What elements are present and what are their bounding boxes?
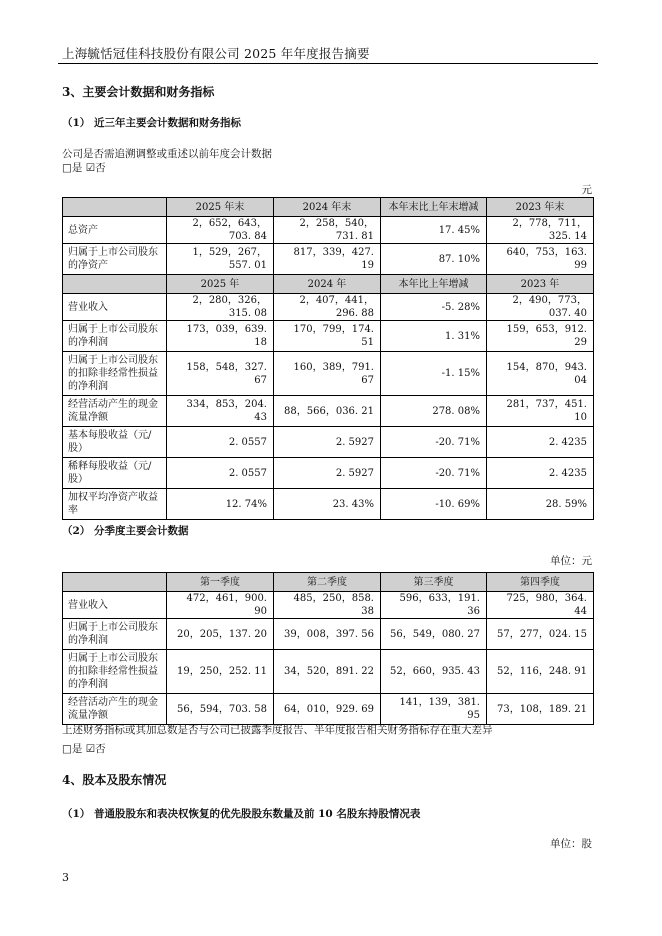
value-cell: 278. 08%: [381, 396, 487, 427]
value-cell: 281，737，451. 10: [487, 396, 594, 427]
header-cell: 第四季度: [487, 573, 594, 592]
row-label: 总资产: [63, 217, 167, 244]
value-cell: 596，633，191. 36: [381, 592, 487, 619]
value-cell: 158，548，327. 67: [167, 352, 274, 396]
table-row: [63, 396, 594, 427]
value-cell: 2，652，643，703. 84: [167, 217, 274, 244]
value-cell: 173，039，639. 18: [167, 321, 274, 352]
value-cell: 39，008，397. 56: [274, 619, 381, 650]
row-label: 归属于上市公司股东的扣除非经常性损益的净利润: [63, 650, 167, 694]
row-label: 加权平均净资产收益率: [63, 489, 167, 520]
value-cell: 472，461，900. 90: [167, 592, 274, 619]
value-cell: 334，853，204. 43: [167, 396, 274, 427]
row-label: 经营活动产生的现金流量净额: [63, 396, 167, 427]
table-row: [63, 458, 594, 489]
value-cell: 1. 31%: [381, 321, 487, 352]
value-cell: 2. 5927: [274, 427, 381, 458]
header-cell: 2024 年: [274, 275, 381, 294]
value-cell: -1. 15%: [381, 352, 487, 396]
row-label: 经营活动产生的现金流量净额: [63, 694, 167, 725]
table-row: [63, 217, 594, 244]
header-cell: 2025 年: [167, 275, 274, 294]
header-cell: 2025 年末: [167, 198, 274, 217]
unit-label: 元: [581, 184, 592, 196]
value-cell: 56，549，080. 27: [381, 619, 487, 650]
table-row: [63, 592, 594, 619]
header-rule: [58, 63, 598, 64]
section4-sub1-title: （1） 普通股股东和表决权恢复的优先股股东数量及前 10 名股东持股情况表: [62, 808, 421, 820]
quarterly-data-table: [62, 572, 594, 725]
value-cell: 73，108，189. 21: [487, 694, 594, 725]
value-cell: 88，566，036. 21: [274, 396, 381, 427]
row-label: 归属于上市公司股东的净利润: [63, 321, 167, 352]
value-cell: 640，753，163. 99: [487, 244, 594, 275]
row-label: 归属于上市公司股东的净资产: [63, 244, 167, 275]
value-cell: 57，277，024. 15: [487, 619, 594, 650]
header-cell: [63, 275, 167, 294]
financial-indicators-table: [62, 197, 594, 520]
unit-label: 单位：元: [550, 555, 592, 567]
value-cell: 2. 4235: [487, 427, 594, 458]
header-cell: [63, 198, 167, 217]
section3-sub2-title: （2） 分季度主要会计数据: [62, 525, 189, 537]
value-cell: 2. 0557: [167, 458, 274, 489]
table-row: [63, 650, 594, 694]
value-cell: 154，870，943. 04: [487, 352, 594, 396]
table-row: [63, 427, 594, 458]
discrepancy-choice: □是 ☑否: [62, 743, 106, 755]
header-cell: [63, 573, 167, 592]
value-cell: 725，980，364. 44: [487, 592, 594, 619]
value-cell: 2，407，441，296. 88: [274, 294, 381, 321]
value-cell: 19，250，252. 11: [167, 650, 274, 694]
table-row: [63, 489, 594, 520]
value-cell: 160，389，791. 67: [274, 352, 381, 396]
value-cell: -5. 28%: [381, 294, 487, 321]
table-header-row: [63, 573, 594, 592]
value-cell: 159，653，912. 29: [487, 321, 594, 352]
header-cell: 第一季度: [167, 573, 274, 592]
value-cell: -10. 69%: [381, 489, 487, 520]
value-cell: -20. 71%: [381, 427, 487, 458]
section3-sub1-title: （1） 近三年主要会计数据和财务指标: [62, 117, 241, 129]
value-cell: 56，594，703. 58: [167, 694, 274, 725]
value-cell: 170，799，174. 51: [274, 321, 381, 352]
value-cell: 12. 74%: [167, 489, 274, 520]
value-cell: 485，250，858. 38: [274, 592, 381, 619]
page-header: 上海毓恬冠佳科技股份有限公司 2025 年年度报告摘要: [62, 46, 370, 61]
value-cell: -20. 71%: [381, 458, 487, 489]
unit-label: 单位：股: [550, 838, 592, 850]
value-cell: 2，258，540，731. 81: [274, 217, 381, 244]
section4-title: 4、股本及股东情况: [62, 773, 167, 787]
restatement-choice: □是 ☑否: [62, 162, 106, 174]
table-row: [63, 244, 594, 275]
value-cell: 28. 59%: [487, 489, 594, 520]
row-label: 营业收入: [63, 294, 167, 321]
header-cell: 2023 年: [487, 275, 594, 294]
header-cell: 本年末比上年末增减: [381, 198, 487, 217]
value-cell: 52，116，248. 91: [487, 650, 594, 694]
value-cell: 1，529，267，557. 01: [167, 244, 274, 275]
row-label: 归属于上市公司股东的扣除非经常性损益的净利润: [63, 352, 167, 396]
header-cell: 2024 年末: [274, 198, 381, 217]
section3-title: 3、主要会计数据和财务指标: [62, 85, 215, 99]
value-cell: 2. 5927: [274, 458, 381, 489]
value-cell: 17. 45%: [381, 217, 487, 244]
table-row: [63, 321, 594, 352]
value-cell: 817，339，427. 19: [274, 244, 381, 275]
row-label: 基本每股收益（元/股）: [63, 427, 167, 458]
table-row: [63, 619, 594, 650]
value-cell: 20，205，137. 20: [167, 619, 274, 650]
value-cell: 141，139，381. 95: [381, 694, 487, 725]
table-header-row: [63, 198, 594, 217]
value-cell: 2，778，711，325. 14: [487, 217, 594, 244]
value-cell: 87. 10%: [381, 244, 487, 275]
restatement-question: 公司是否需追溯调整或重述以前年度会计数据: [62, 148, 272, 160]
header-cell: 第二季度: [274, 573, 381, 592]
table-row: [63, 294, 594, 321]
value-cell: 64，010，929. 69: [274, 694, 381, 725]
value-cell: 23. 43%: [274, 489, 381, 520]
table-header-row: [63, 275, 594, 294]
discrepancy-question: 上述财务指标或其加总数是否与公司已披露季度报告、半年度报告相关财务指标存在重大差异: [62, 724, 493, 736]
table-row: [63, 694, 594, 725]
row-label: 归属于上市公司股东的净利润: [63, 619, 167, 650]
header-cell: 第三季度: [381, 573, 487, 592]
page-number: 3: [62, 871, 69, 884]
value-cell: 52，660，935. 43: [381, 650, 487, 694]
row-label: 营业收入: [63, 592, 167, 619]
row-label: 稀释每股收益（元/股）: [63, 458, 167, 489]
value-cell: 2. 4235: [487, 458, 594, 489]
value-cell: 2. 0557: [167, 427, 274, 458]
value-cell: 2，280，326，315. 08: [167, 294, 274, 321]
header-cell: 本年比上年增减: [381, 275, 487, 294]
header-cell: 2023 年末: [487, 198, 594, 217]
table-row: [63, 352, 594, 396]
value-cell: 2，490，773，037. 40: [487, 294, 594, 321]
value-cell: 34，520，891. 22: [274, 650, 381, 694]
